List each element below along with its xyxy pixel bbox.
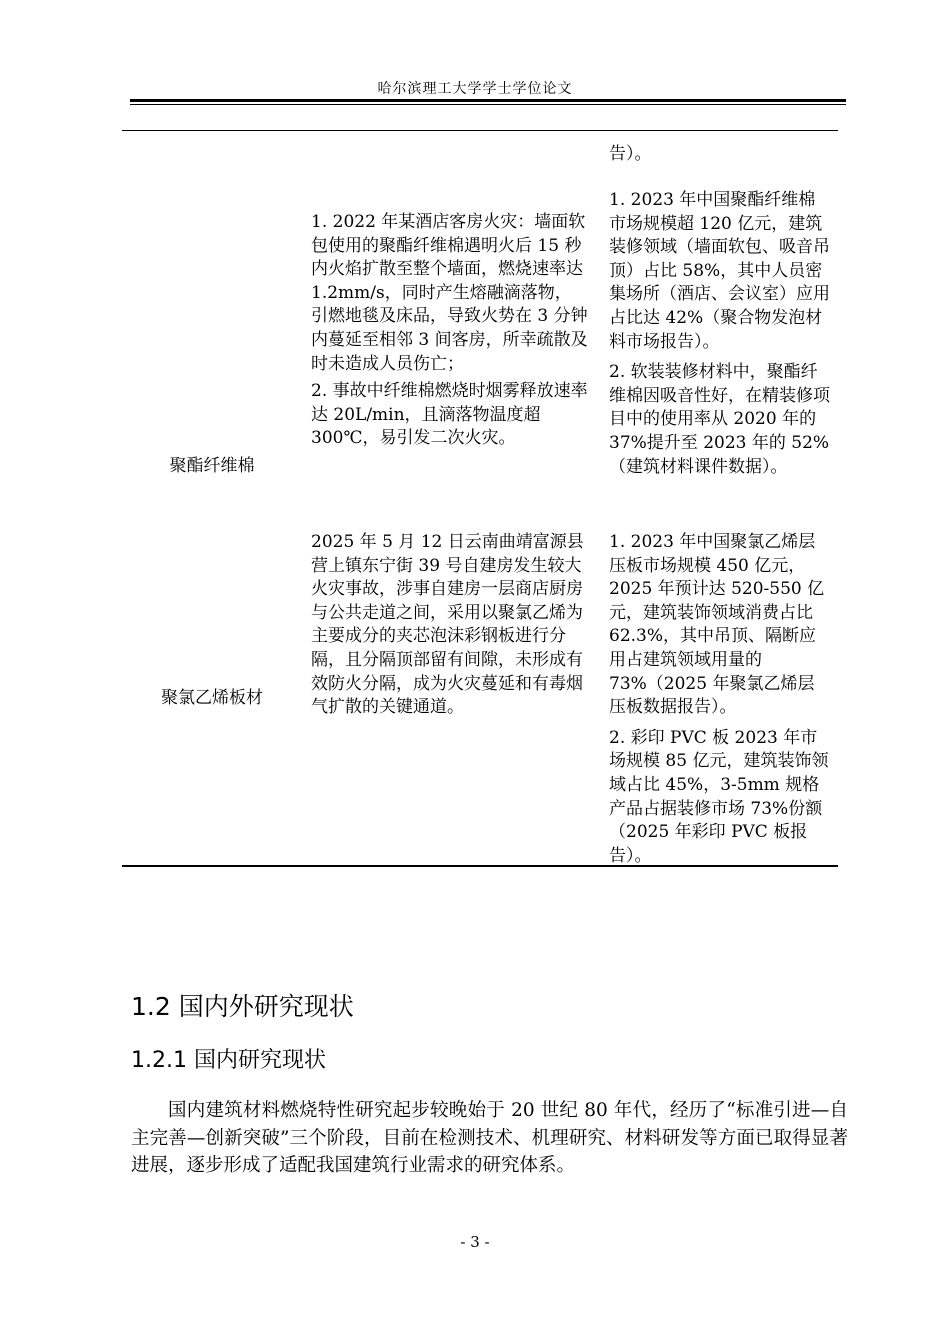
running-header: 哈尔滨理工大学学士学位论文 <box>377 81 573 97</box>
section-heading: 1.2 国内外研究现状 <box>131 992 354 1021</box>
subsection-heading: 1.2.1 国内研究现状 <box>131 1048 326 1073</box>
row-case-description <box>311 211 588 451</box>
page-number: - 3 - <box>460 1233 490 1251</box>
row-material-name: 聚酯纤维棉 <box>169 456 255 476</box>
row-market-data <box>609 531 831 868</box>
table-bottom-rule <box>122 865 838 867</box>
data-item: 1. 2023 年中国聚氯乙烯层压板市场规模 450 亿元，2025 年预计达 520-550 亿元，建筑装饰领域消费占比 62.3%，其中吊顶、隔断应用占建筑领域用量的 73%（2025 年聚氯乙烯层压板数据报告）。 <box>609 532 825 718</box>
case-item: 2025 年 5 月 12 日云南曲靖富源县营上镇东宁街 39 号自建房发生较大火灾事故，涉事自建房一层商店厨房与公共走道之间，采用以聚氯乙烯为主要成分的夹芯泡沫彩钢板进行分隔，且分隔顶部留有间隙，未形成有效防火分隔，成为火灾蔓延和有毒烟气扩散的关键通道。 <box>311 532 584 718</box>
row-market-data <box>609 189 831 479</box>
table-continued-text: 告）。 <box>609 144 652 164</box>
case-item: 2. 事故中纤维棉燃烧时烟雾释放速率达 20L/min，且滴落物温度超 300℃，易引发二次火灾。 <box>311 381 588 449</box>
header-rule-thick <box>130 99 846 102</box>
row-case-description <box>311 531 588 720</box>
body-paragraph: 国内建筑材料燃烧特性研究起步较晚始于 20 世纪 80 年代，经历了“标准引进—自主完善—创新突破”三个阶段，目前在检测技术、机理研究、材料研发等方面已取得显著进展，逐步形成了适配我国建筑行业需求的研究体系。 <box>131 1100 848 1177</box>
data-item: 2. 软装装修材料中，聚酯纤维棉因吸音性好，在精装修项目中的使用率从 2020 年的 37%提升至 2023 年的 52%（建筑材料课件数据）。 <box>609 362 830 477</box>
data-item: 1. 2023 年中国聚酯纤维棉市场规模超 120 亿元，建筑装修领域（墙面软包、吸音吊顶）占比 58%，其中人员密集场所（酒店、会议室）应用占比达 42%（聚合物发泡材料市场报告）。 <box>609 190 830 352</box>
data-item: 2. 彩印 PVC 板 2023 年市场规模 85 亿元，建筑装饰领域占比 45%，3-5mm 规格产品占据装修市场 73%份额（2025 年彩印 PVC 板报告）。 <box>609 727 829 866</box>
row-material-name: 聚氯乙烯板材 <box>161 688 263 708</box>
table-top-rule <box>122 130 838 131</box>
case-item: 1. 2022 年某酒店客房火灾：墙面软包使用的聚酯纤维棉遇明火后 15 秒内火焰扩散至整个墙面，燃烧速率达 1.2mm/s，同时产生熔融滴落物，引燃地毯及床品，导致火势在 3 分钟内蔓延至相邻 3 间客房，所幸疏散及时未造成人员伤亡； <box>311 212 588 374</box>
header-rule-thin <box>130 104 846 105</box>
